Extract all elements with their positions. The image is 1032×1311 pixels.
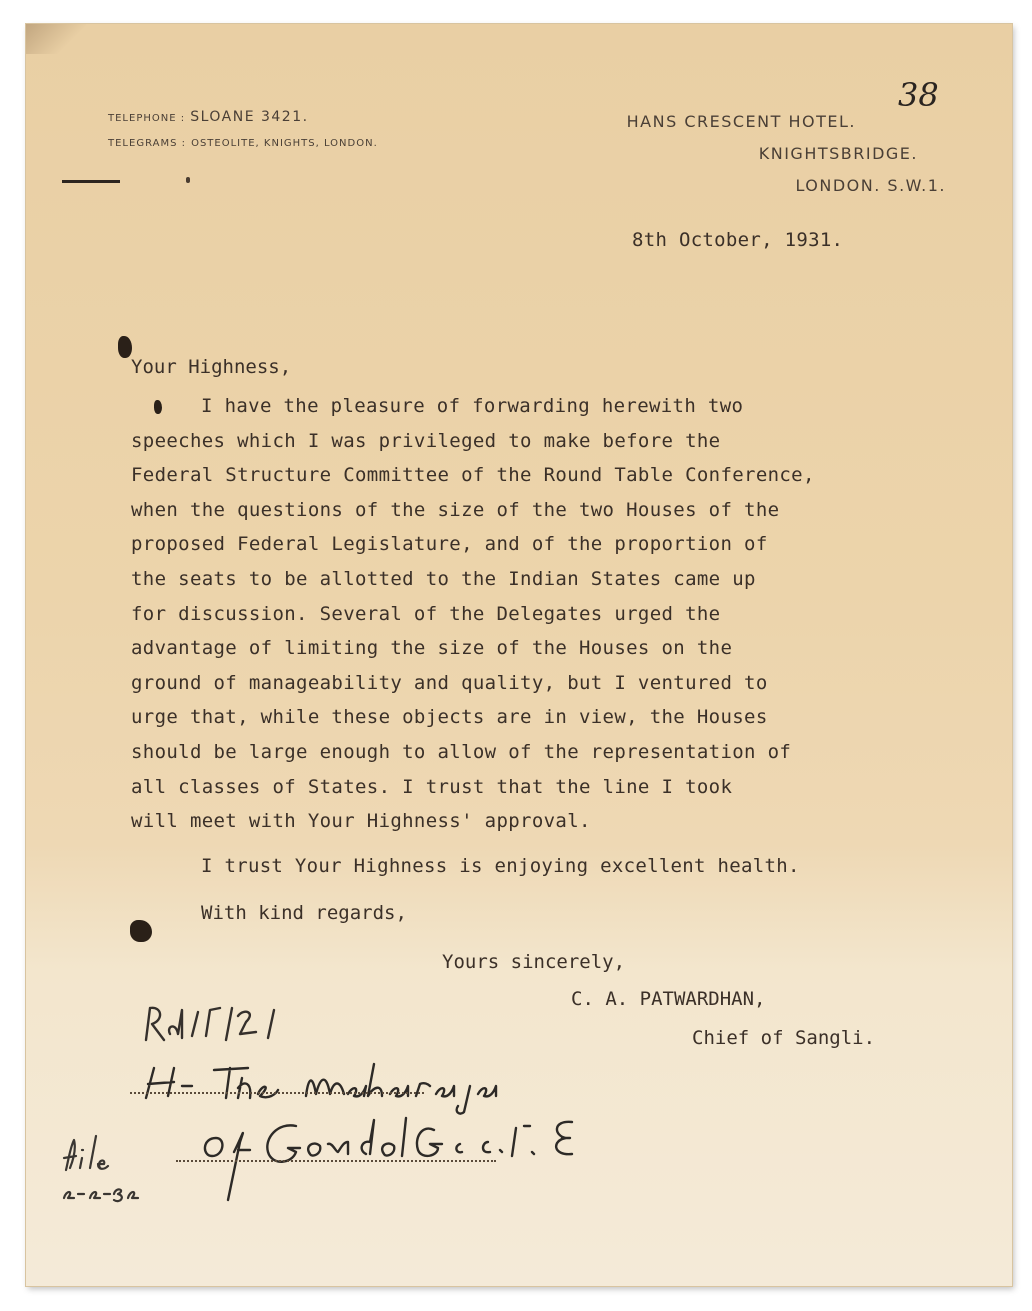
body-line: urge that, while these objects are in view, the Houses xyxy=(131,706,768,729)
letter-body xyxy=(131,389,931,839)
address-line-hotel: HANS CRESCENT HOTEL. xyxy=(626,112,856,131)
signatory-title: Chief of Sangli. xyxy=(692,1027,876,1049)
signoff: Yours sincerely, xyxy=(442,951,626,973)
telephone-value: SLOANE 3421. xyxy=(190,109,309,125)
salutation: Your Highness, xyxy=(131,356,292,378)
address-line-district: KNIGHTSBRIDGE. xyxy=(758,144,918,163)
paper-corner-shadow xyxy=(26,24,86,54)
body-line: the seats to be allotted to the Indian States came up xyxy=(131,567,756,590)
telegrams-label: TELEGRAMS : xyxy=(108,138,186,149)
handwritten-received-note xyxy=(140,1000,290,1054)
handwritten-addressee-line2 xyxy=(198,1112,648,1206)
body-line: for discussion. Several of the Delegates urged the xyxy=(131,602,721,625)
telegrams-value: OSTEOLITE, KNIGHTS, LONDON. xyxy=(191,138,378,149)
telephone-line xyxy=(108,105,378,130)
closing-regards: With kind regards, xyxy=(201,902,407,924)
closing-health: I trust Your Highness is enjoying excellent health. xyxy=(201,855,800,877)
body-line: will meet with Your Highness' approval. xyxy=(131,810,591,833)
body-line: Federal Structure Committee of the Round Table Conference, xyxy=(131,464,815,487)
letterhead-contact xyxy=(108,105,378,155)
body-line: should be large enough to allow of the representation of xyxy=(131,740,792,763)
letterhead-address xyxy=(627,106,946,202)
margin-dot-mark xyxy=(186,177,190,183)
letter-sheet xyxy=(26,24,1012,1286)
punch-hole xyxy=(118,336,132,358)
page-number: 38 xyxy=(898,76,939,114)
body-line: proposed Federal Legislature, and of the proportion of xyxy=(131,533,768,556)
letter-date: 8th October, 1931. xyxy=(632,229,844,251)
handwritten-addressee-line1 xyxy=(138,1054,568,1118)
body-line: advantage of limiting the size of the Houses on the xyxy=(131,637,733,660)
body-line: speeches which I was privileged to make before the xyxy=(131,429,721,452)
address-line-city: LONDON. S.W.1. xyxy=(795,176,946,195)
telephone-label: TELEPHONE : xyxy=(108,113,186,124)
body-line: ground of manageability and quality, but I ventured to xyxy=(131,671,768,694)
signatory-name: C. A. PATWARDHAN, xyxy=(571,988,766,1010)
address-dotted-line xyxy=(176,1160,496,1162)
punch-hole xyxy=(154,400,162,414)
margin-dash-mark xyxy=(62,180,120,183)
body-line: I have the pleasure of forwarding herewith two xyxy=(201,395,744,417)
telegrams-line xyxy=(108,130,378,155)
body-line: all classes of States. I trust that the line I took xyxy=(131,775,733,798)
handwritten-file-note xyxy=(52,1128,152,1212)
body-line: when the questions of the size of the two Houses of the xyxy=(131,498,780,521)
address-dotted-line xyxy=(130,1092,424,1094)
punch-hole xyxy=(130,920,152,942)
